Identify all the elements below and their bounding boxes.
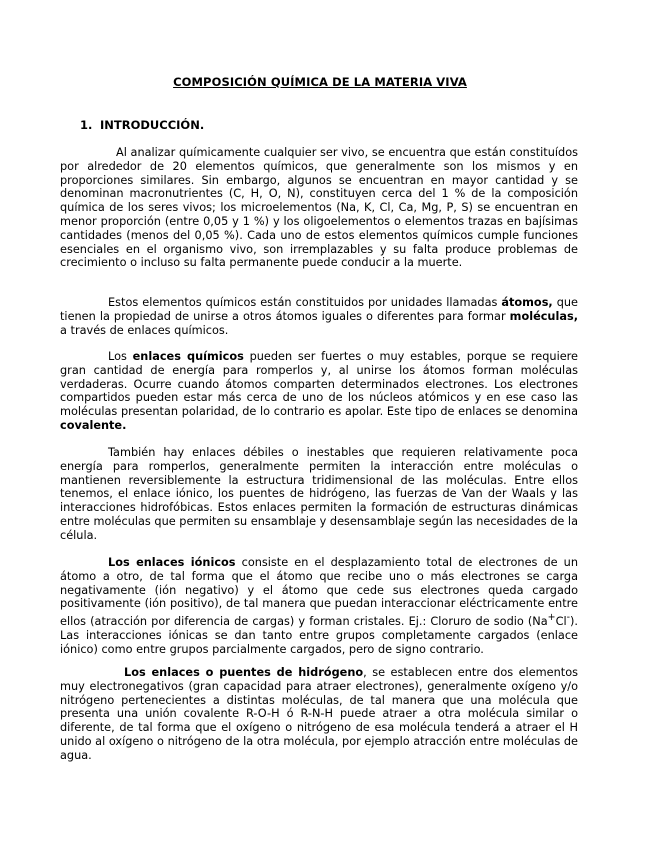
section-number: 1. <box>80 118 93 132</box>
paragraph-text: Los <box>108 350 133 363</box>
bold-term-moleculas: moléculas, <box>509 309 578 323</box>
document-title: COMPOSICIÓN QUÍMICA DE LA MATERIA VIVA <box>173 75 467 89</box>
bold-term-puentes-hidrogeno: Los enlaces o puentes de hidrógeno <box>124 666 364 679</box>
paragraph-elementos-quimicos <box>60 146 578 270</box>
superscript-plus: + <box>547 612 556 624</box>
paragraph-text: ). Las interacciones iónicas se dan tanto entre grupos completamente cargados (enlace iónico) como entre grupos parcialmente cargados, pero de signo contrario. <box>60 614 578 656</box>
paragraph-text: También hay enlaces débiles o inestables que requieren relativamente poca energía para romperlos, generalmente permiten la interacción entre moléculas o mantienen reversiblemente la estructura tridimensional de las moléculas. Entre ellos tenemos, el enlace iónico, los puentes de hidrógeno, las fuerzas de Van der Waals y las interacciones hidrofóbicas. Estos enlaces permiten la formación de estructuras dinámicas entre moléculas que permiten su ensamblaje y desensamblaje según las necesidades de la célula. <box>60 446 578 542</box>
section-heading <box>80 118 204 132</box>
paragraph-text: a través de enlaces químicos. <box>60 323 229 337</box>
paragraph-enlaces-debiles <box>60 446 578 543</box>
superscript-minus: - <box>566 612 570 624</box>
bold-term-atomos: átomos, <box>501 296 553 309</box>
bold-term-enlaces-quimicos: enlaces químicos <box>132 350 244 363</box>
paragraph-text: Al analizar químicamente cualquier ser vivo, se encuentra que están constituídos por alrededor de 20 elementos químicos, que generalmente son los mismos y en proporciones similares. Sin embargo, algunos se encuentran en mayor cantidad y se denominan macronutrientes (C, H, O, N), constituyen cerca del 1 % de la composición química de los seres vivos; los microelementos (Na, K, Cl, Ca, Mg, P, S) se encuentran en menor proporción (entre 0,05 y 1 %) y los oligoelementos o elementos trazas en bajísimas cantidades (menos del 0,05 %). Cada uno de estos elementos químicos cumple funciones esenciales en el organismo vivo, son irremplazables y su falta produce problemas de crecimiento o incluso su falta permanente puede conducir a la muerte. <box>60 146 578 270</box>
paragraph-atomos <box>60 296 578 337</box>
paragraph-puentes-hidrogeno <box>60 666 578 763</box>
paragraph-enlaces-quimicos <box>60 350 578 433</box>
paragraph-text: pueden ser fuertes o muy estables, porque se requiere gran cantidad de energía para romperlos y, al unirse los átomos forman moléculas verdaderas. Ocurre cuando átomos comparten determinados electrones. Los electrones compartidos pueden estar más cerca de uno de los núcleos atómicos y en ese caso las moléculas presentan polaridad, de lo contrario es apolar. Este tipo de enlaces se denomina <box>60 350 578 419</box>
bold-term-enlaces-ionicos: Los enlaces iónicos <box>108 556 236 569</box>
bold-term-covalente: covalente. <box>60 418 127 432</box>
section-title: INTRODUCCIÓN. <box>100 118 205 132</box>
paragraph-text: , se establecen entre dos elementos muy electronegativos (gran capacidad para atraer electrones), generalmente oxígeno y/o nitrógeno pertenecientes a distintas moléculas, de tal manera que una molécula que presenta una unión covalente R-O-H ó R-N-H puede atraer a otra molécula similar o diferente, de tal forma que el oxígeno o nitrógeno de esa molécula tenderá a atraer el H unido al oxígeno o nitrógeno de la otra molécula, por ejemplo atracción entre moléculas de agua. <box>60 666 578 762</box>
paragraph-text: consiste en el desplazamiento total de electrones de un átomo a otro, de tal forma que el átomo que recibe uno o más electrones se carga negativamente (ión negativo) y el átomo que cede sus electrones queda cargado positivamente (ión positivo), de tal manera que puedan interaccionar eléctricamente entre ellos (atracción por diferencia de cargas) y forman cristales. Ej.: Cloruro de sodio (Na <box>60 556 579 628</box>
paragraph-text: Estos elementos químicos están constituidos por unidades llamadas <box>108 296 502 309</box>
paragraph-enlaces-ionicos <box>60 556 578 656</box>
paragraph-text: que tienen la propiedad de unirse a otros átomos iguales o diferentes para formar <box>60 296 578 323</box>
paragraph-text: Cl <box>555 614 567 628</box>
